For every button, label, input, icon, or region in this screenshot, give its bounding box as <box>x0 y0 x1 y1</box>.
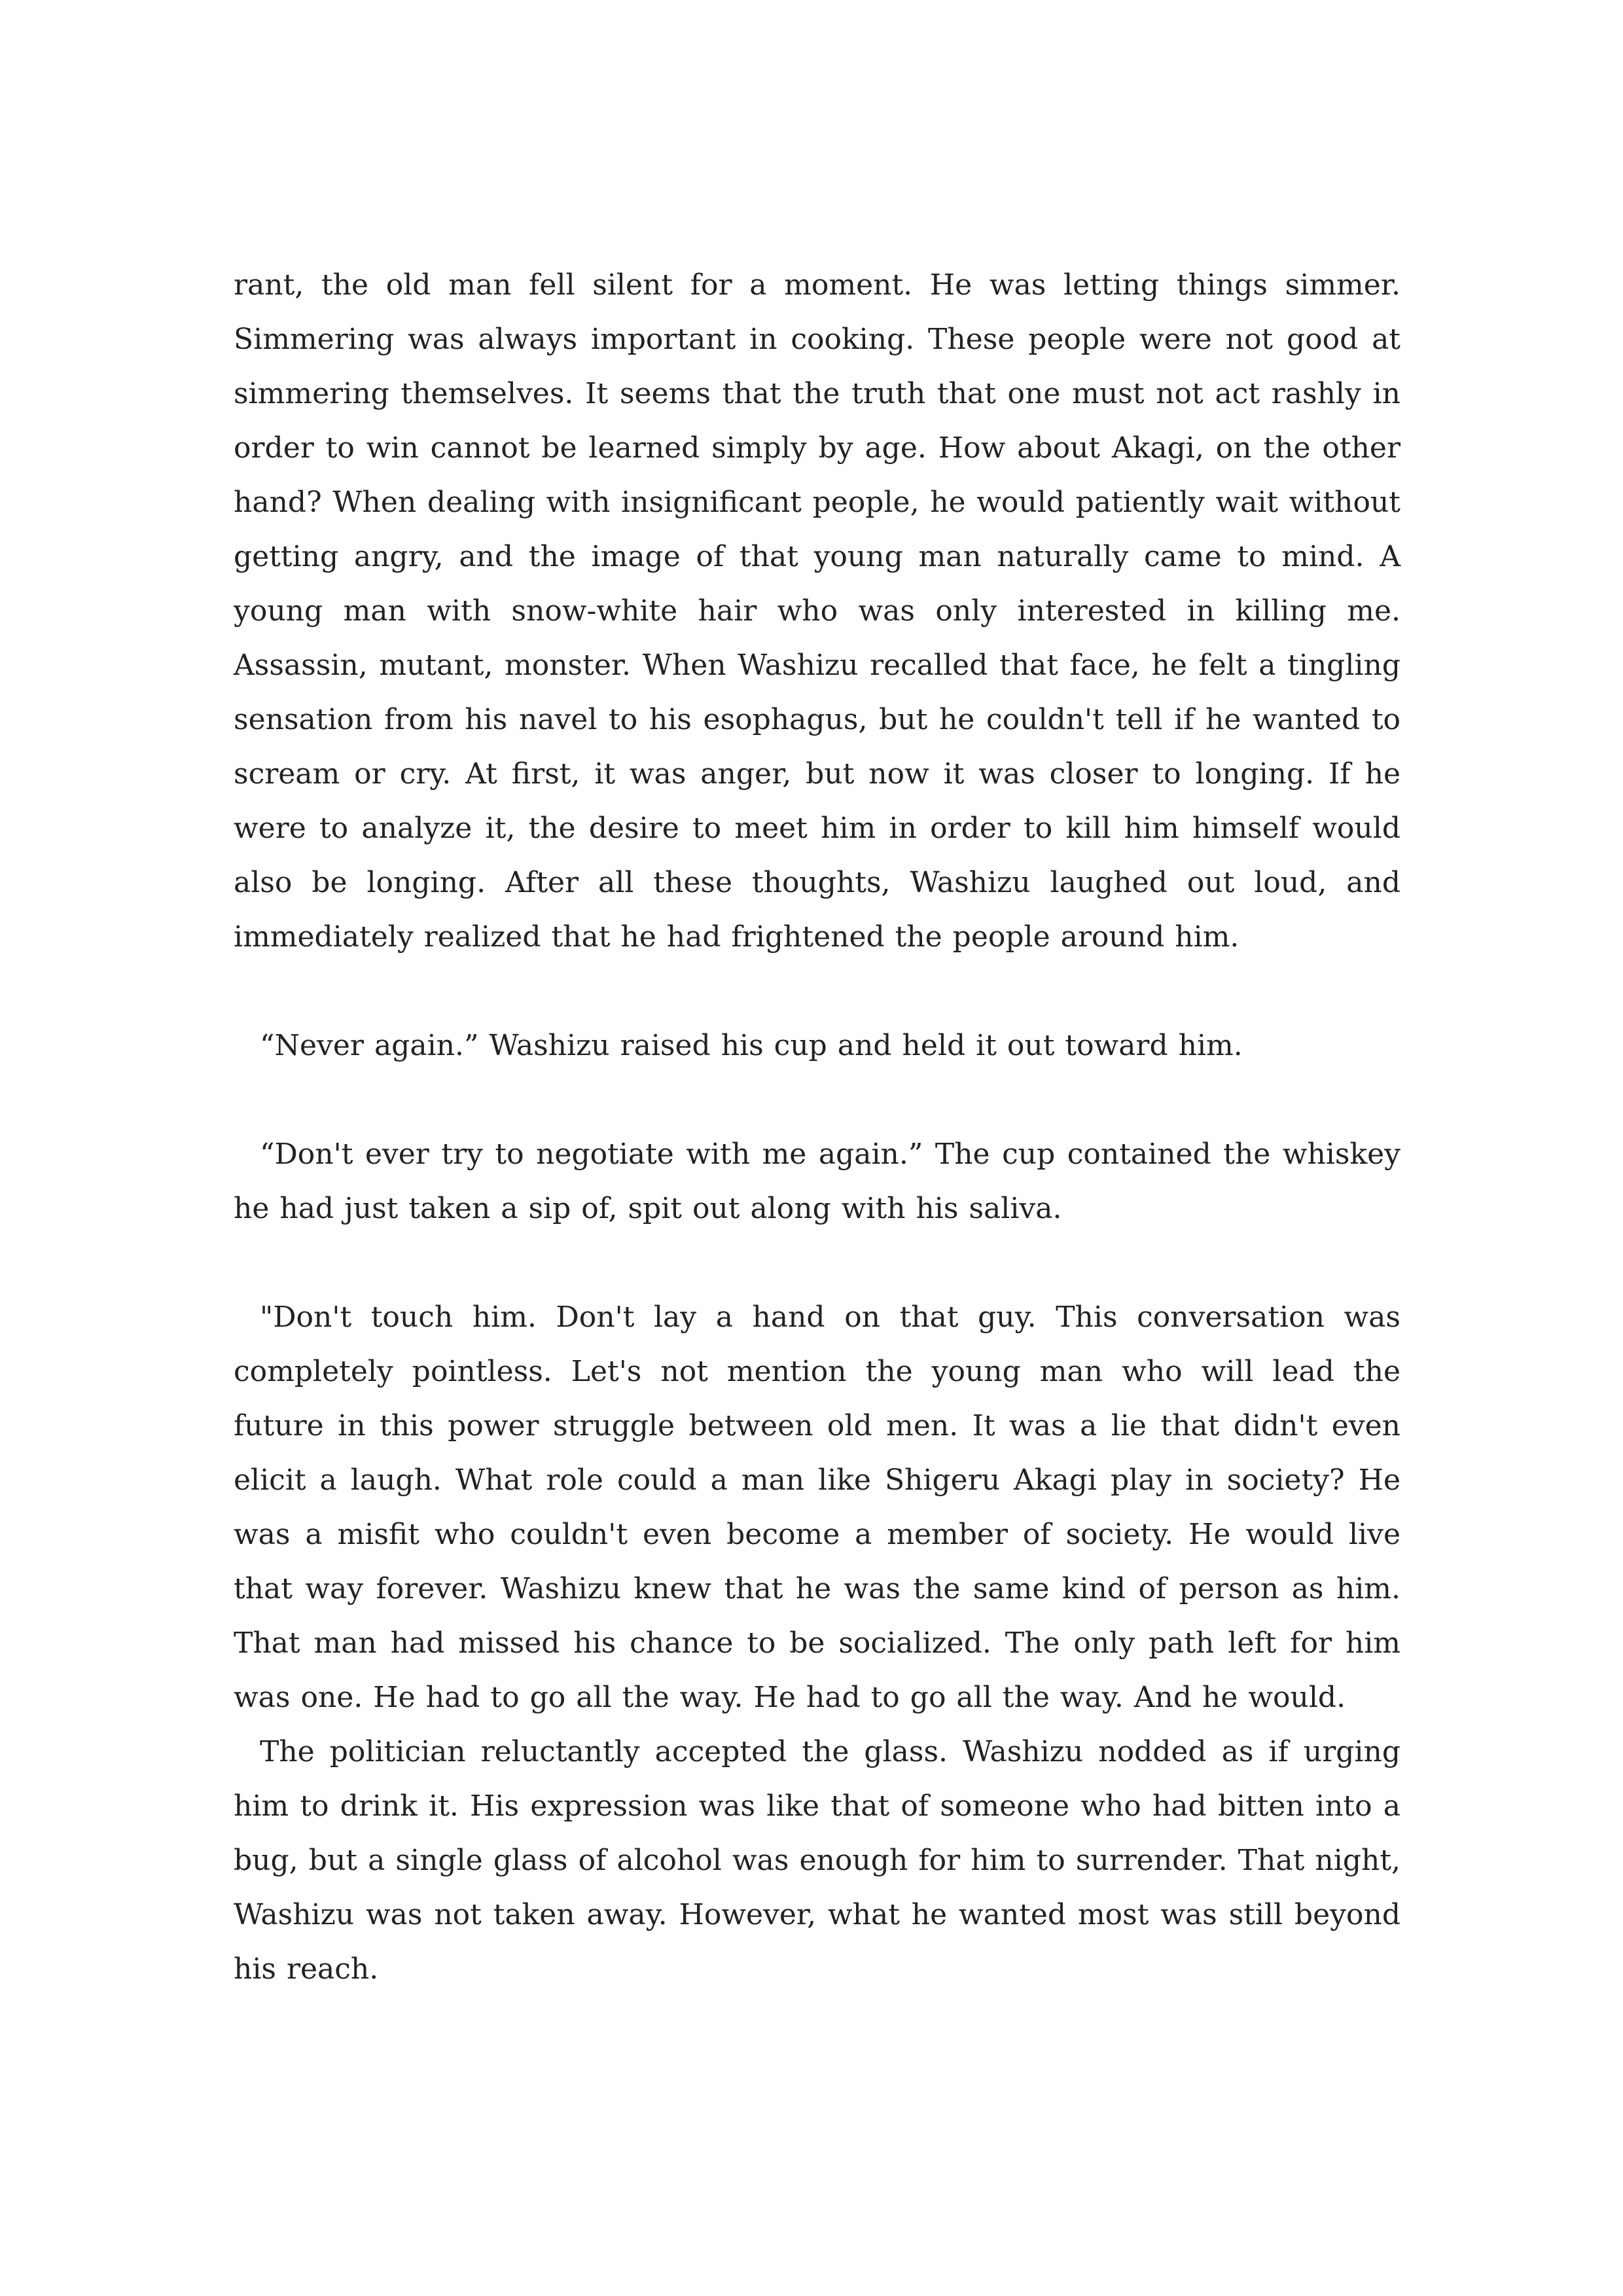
paragraph-2: “Never again.” Washizu raised his cup and held it out toward him. <box>260 1029 1243 1062</box>
paragraph-4: "Don't touch him. Don't lay a hand on that guy. This conversation was completely pointless. Let's not mention the young man who will lead the future in this power struggle between old men. It was a lie that didn't even elicit a laugh. What role could a man like Shigeru Akagi play in society? He was a misfit who couldn't even become a member of society. He would live that way forever. Washizu knew that he was the same kind of person as him. That man had missed his chance to be socialized. The only path left for him was one. He had to go all the way. He had to go all the way. And he would. <box>234 1300 1400 1714</box>
body-text <box>234 258 1400 1996</box>
paragraph-1: rant, the old man fell silent for a moment. He was letting things simmer. Simmering was always important in cooking. These people were not good at simmering themselves. It seems that the truth that one must not act rashly in order to win cannot be learned simply by age. How about Akagi, on the other hand? When dealing with insignificant people, he would patiently wait without getting angry, and the image of that young man naturally came to mind. A young man with snow-white hair who was only interested in killing me. Assassin, mutant, monster. When Washizu recalled that face, he felt a tingling sensation from his navel to his esophagus, but he couldn't tell if he wanted to scream or cry. At first, it was anger, but now it was closer to longing. If he were to analyze it, the desire to meet him in order to kill him himself would also be longing. After all these thoughts, Washizu laughed out loud, and immediately realized that he had frightened the people around him. <box>234 268 1400 954</box>
paragraph-3: “Don't ever try to negotiate with me again.” The cup contained the whiskey he had just taken a sip of, spit out along with his saliva. <box>234 1138 1400 1225</box>
paragraph-5: The politician reluctantly accepted the glass. Washizu nodded as if urging him to drink it. His expression was like that of someone who had bitten into a bug, but a single glass of alcohol was enough for him to surrender. That night, Washizu was not taken away. However, what he wanted most was still beyond his reach. <box>234 1735 1400 1986</box>
